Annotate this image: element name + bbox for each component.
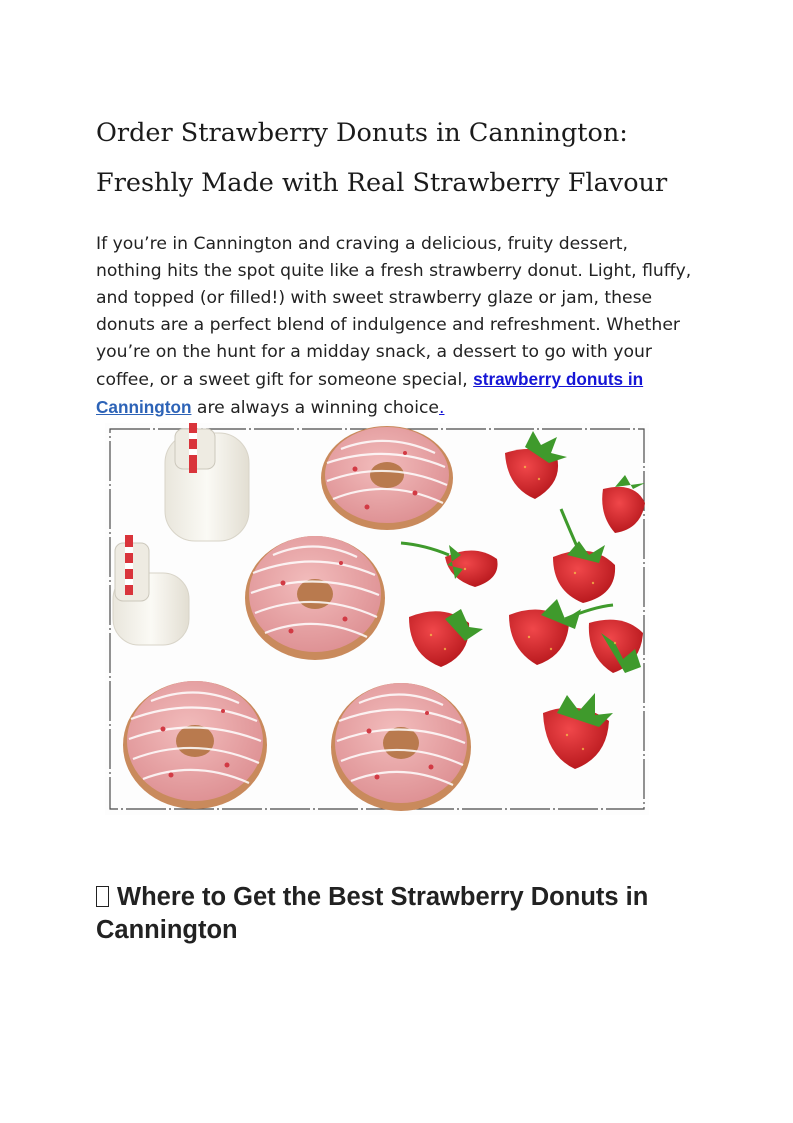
strawberry-donuts-link[interactable]: strawberry donuts in: [473, 369, 644, 389]
intro-text: If you’re in Cannington and craving a delicious, fruity dessert, nothing hits the spot quite like a fresh strawberry donut. Light, fluffy, and topped (or filled!) with sweet strawberry glaze or jam, these donuts are a perfect blend of indulgence and refreshment. Whether you’re on the hunt for a midday snack, a dessert to go with your coffee, or a sweet gift for someone special,: [96, 234, 692, 390]
donut: [245, 536, 385, 660]
section-heading-text: Where to Get the Best Strawberry Donuts in Cannington: [96, 883, 649, 944]
strawberry-donuts-photo: [105, 423, 649, 815]
donut: [321, 426, 453, 530]
donut: [331, 683, 471, 811]
cannington-link[interactable]: Cannington: [96, 397, 192, 417]
page-title: Order Strawberry Donuts in Cannington: Freshly Made with Real Strawberry Flavour: [96, 118, 668, 198]
intro-closing-text: are always a winning choice: [191, 398, 439, 418]
donut: [123, 681, 267, 809]
missing-glyph-box-icon: [96, 886, 109, 907]
intro-final-period: .: [439, 398, 445, 418]
section-heading: [96, 881, 696, 947]
intro-paragraph: [96, 231, 696, 422]
milk-bottle-top: [165, 423, 249, 541]
